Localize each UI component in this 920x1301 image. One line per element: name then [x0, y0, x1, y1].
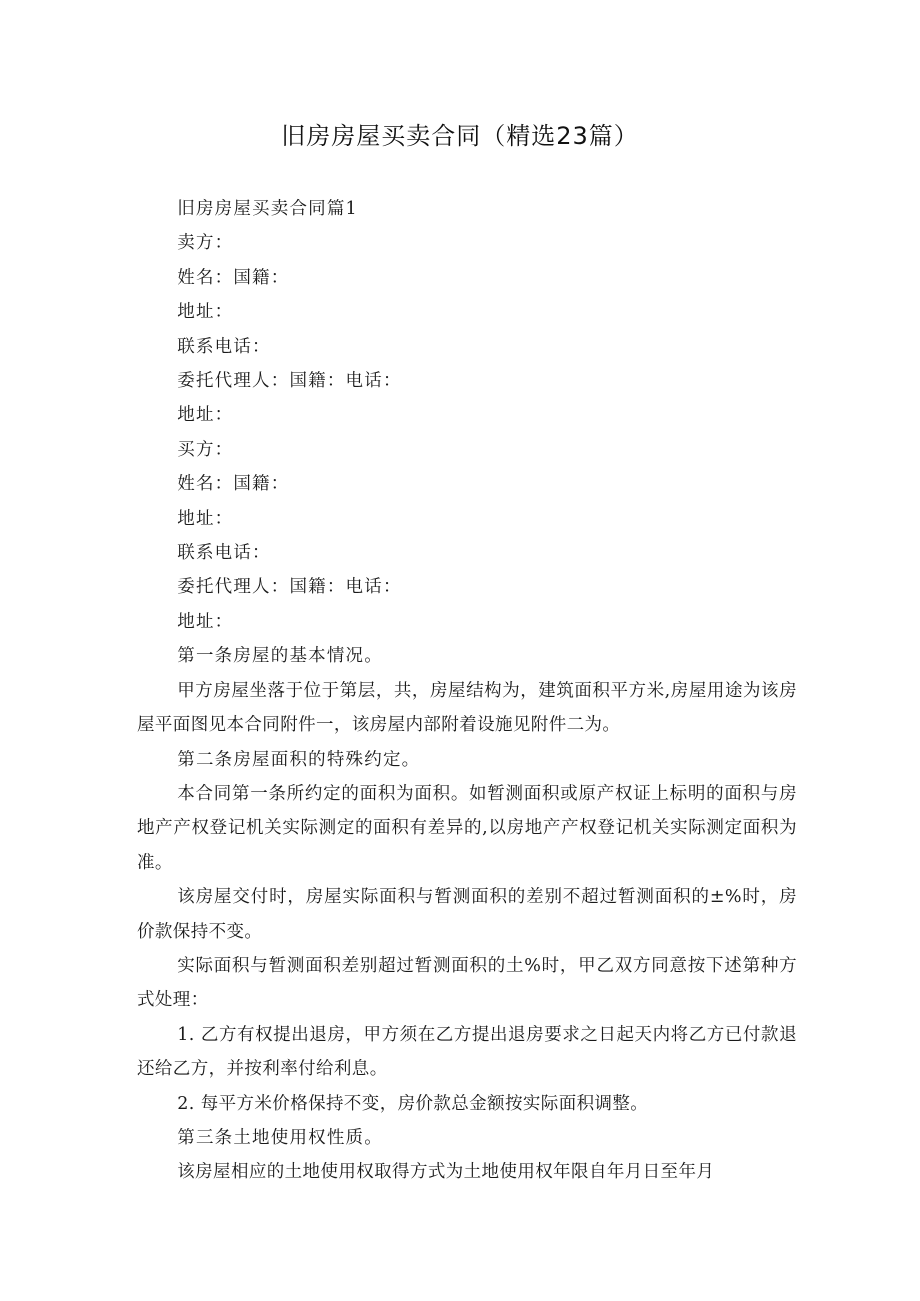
seller-phone: 联系电话：: [177, 336, 271, 357]
buyer-name-nationality: 姓名：国籍：: [177, 474, 290, 495]
buyer-phone: 联系电话：: [177, 543, 271, 564]
option-1-clause: 1. 乙方有权提出退房，甲方须在乙方提出退房要求之日起天内将乙方已付款退还给乙方，并按利率付给利息。: [137, 1024, 797, 1080]
article-3-heading: 第三条土地使用权性质。: [177, 1127, 383, 1148]
article-2-heading: 第二条房屋面积的特殊约定。: [177, 749, 421, 770]
document-body: [137, 192, 797, 1190]
seller-agent-address: 地址：: [177, 405, 234, 426]
option-2-clause: 2. 每平方米价格保持不变，房价款总金额按实际面积调整。: [177, 1093, 649, 1114]
area-tolerance-clause: 该房屋交付时，房屋实际面积与暂测面积的差别不超过暂测面积的±%时，房价款保持不变。: [137, 887, 797, 942]
article-3-text: 该房屋相应的土地使用权取得方式为土地使用权年限自年月日至年月: [177, 1162, 715, 1183]
buyer-agent: 委托代理人：国籍：电话：: [177, 577, 402, 598]
seller-label: 卖方：: [177, 233, 234, 254]
section-heading: 旧房房屋买卖合同篇1: [177, 199, 358, 219]
article-1-heading: 第一条房屋的基本情况。: [177, 646, 383, 667]
buyer-agent-address: 地址：: [177, 611, 234, 632]
buyer-address: 地址：: [177, 508, 234, 529]
seller-name-nationality: 姓名：国籍：: [177, 267, 290, 288]
buyer-label: 买方：: [177, 439, 234, 460]
article-2-text: 本合同第一条所约定的面积为面积。如暂测面积或原产权证上标明的面积与房地产产权登记机关实际测定的面积有差异的,以房地产产权登记机关实际测定面积为准。: [137, 783, 797, 873]
area-excess-clause: 实际面积与暂测面积差别超过暂测面积的土%时，甲乙双方同意按下述第种方式处理：: [137, 955, 797, 1011]
document-title: 旧房房屋买卖合同（精选23篇）: [281, 122, 639, 150]
seller-agent: 委托代理人：国籍：电话：: [177, 371, 402, 392]
article-1-text: 甲方房屋坐落于位于第层，共，房屋结构为，建筑面积平方米,房屋用途为该房屋平面图见本合同附件一，该房屋内部附着设施见附件二为。: [137, 680, 797, 736]
seller-address: 地址：: [177, 302, 234, 323]
